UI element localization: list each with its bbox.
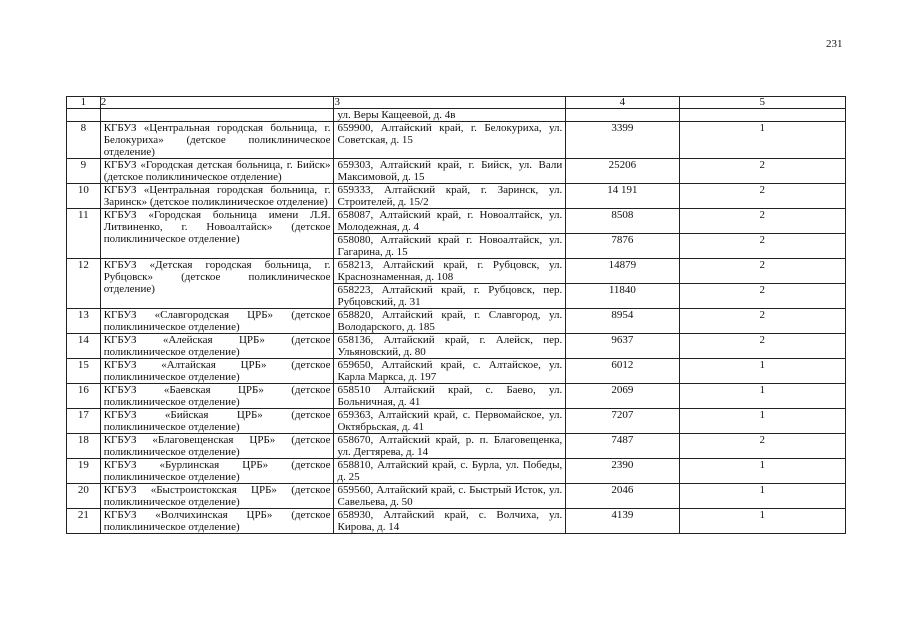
cell-category: 1 — [679, 384, 845, 409]
cell-address: 658670, Алтайский край, р. п. Благовещенка, ул. Дегтярева, д. 14 — [334, 434, 566, 459]
table-row — [67, 384, 846, 409]
cell-category: 1 — [679, 359, 845, 384]
table-row — [67, 409, 846, 434]
cell-address: ул. Веры Кащеевой, д. 4в — [334, 109, 566, 122]
cell-category: 2 — [679, 209, 845, 234]
cell-category: 2 — [679, 259, 845, 284]
cell-count: 8508 — [566, 209, 679, 234]
cell-name: КГБУЗ «Центральная городская больница, г. Белокуриха» (детское поликлиническое отделение) — [100, 122, 334, 159]
page-number: 231 — [826, 38, 843, 50]
cell-category: 2 — [679, 334, 845, 359]
cell-number: 21 — [67, 509, 101, 534]
cell-count: 14 191 — [566, 184, 679, 209]
cell-address: 658223, Алтайский край, г. Рубцовск, пер. Рубцовский, д. 31 — [334, 284, 566, 309]
cell-count: 14879 — [566, 259, 679, 284]
cell-category — [679, 109, 845, 122]
table-row — [67, 359, 846, 384]
cell-count: 25206 — [566, 159, 679, 184]
table-row — [67, 184, 846, 209]
cell-address: 658510 Алтайский край, с. Баево, ул. Больничная, д. 41 — [334, 384, 566, 409]
cell-name: КГБУЗ «Быстроистокская ЦРБ» (детское поликлиническое отделение) — [100, 484, 334, 509]
cell-count: 11840 — [566, 284, 679, 309]
cell-count: 2390 — [566, 459, 679, 484]
cell-name: КГБУЗ «Городская детская больница, г. Бийск» (детское поликлиническое отделение) — [100, 159, 334, 184]
cell-number: 8 — [67, 122, 101, 159]
table-row — [67, 209, 846, 234]
cell-name: КГБУЗ «Алейская ЦРБ» (детское поликлиническое отделение) — [100, 334, 334, 359]
cell-name: КГБУЗ «Волчихинская ЦРБ» (детское поликлиническое отделение) — [100, 509, 334, 534]
cell-number: 19 — [67, 459, 101, 484]
cell-name: КГБУЗ «Городская больница имени Л.Я. Литвиненко, г. Новоалтайск» (детское поликлиническое отделение) — [100, 209, 334, 259]
cell-name: КГБУЗ «Благовещенская ЦРБ» (детское поликлиническое отделение) — [100, 434, 334, 459]
cell-number: 20 — [67, 484, 101, 509]
cell-count: 9637 — [566, 334, 679, 359]
cell-address: 659560, Алтайский край, с. Быстрый Исток, ул. Савельева, д. 50 — [334, 484, 566, 509]
cell-name: КГБУЗ «Центральная городская больница, г. Заринск» (детское поликлиническое отделение) — [100, 184, 334, 209]
cell-category: 1 — [679, 409, 845, 434]
cell-count: 2046 — [566, 484, 679, 509]
cell-number — [67, 109, 101, 122]
cell-address: 659650, Алтайский край, с. Алтайское, ул. Карла Маркса, д. 197 — [334, 359, 566, 384]
cell-count: 8954 — [566, 309, 679, 334]
cell-name: КГБУЗ «Детская городская больница, г. Рубцовск» (детское поликлиническое отделение) — [100, 259, 334, 309]
cell-count: 3399 — [566, 122, 679, 159]
cell-address: 658820, Алтайский край, г. Славгород, ул. Володарского, д. 185 — [334, 309, 566, 334]
facilities-table — [66, 96, 846, 534]
table-row — [67, 122, 846, 159]
cell-name — [100, 109, 334, 122]
cell-address: 658810, Алтайский край, с. Бурла, ул. Победы, д. 25 — [334, 459, 566, 484]
table-body — [67, 109, 846, 534]
table-row — [67, 484, 846, 509]
cell-number: 12 — [67, 259, 101, 309]
cell-number: 11 — [67, 209, 101, 259]
table-row — [67, 334, 846, 359]
cell-category: 2 — [679, 159, 845, 184]
cell-address: 659900, Алтайский край, г. Белокуриха, ул. Советская, д. 15 — [334, 122, 566, 159]
cell-category: 2 — [679, 284, 845, 309]
cell-category: 1 — [679, 484, 845, 509]
cell-number: 16 — [67, 384, 101, 409]
cell-count — [566, 109, 679, 122]
header-cell-5: 5 — [679, 97, 845, 109]
cell-number: 18 — [67, 434, 101, 459]
cell-count: 7207 — [566, 409, 679, 434]
cell-number: 10 — [67, 184, 101, 209]
cell-number: 17 — [67, 409, 101, 434]
table-header-row — [67, 97, 846, 109]
cell-number: 13 — [67, 309, 101, 334]
header-cell-4: 4 — [566, 97, 679, 109]
cell-address: 658930, Алтайский край, с. Волчиха, ул. Кирова, д. 14 — [334, 509, 566, 534]
table-row — [67, 309, 846, 334]
cell-name: КГБУЗ «Бийская ЦРБ» (детское поликлиническое отделение) — [100, 409, 334, 434]
table-row — [67, 509, 846, 534]
cell-number: 9 — [67, 159, 101, 184]
cell-name: КГБУЗ «Славгородская ЦРБ» (детское поликлиническое отделение) — [100, 309, 334, 334]
cell-name: КГБУЗ «Баевская ЦРБ» (детское поликлиническое отделение) — [100, 384, 334, 409]
cell-count: 4139 — [566, 509, 679, 534]
cell-number: 15 — [67, 359, 101, 384]
cell-address: 658080, Алтайский край г. Новоалтайск, ул. Гагарина, д. 15 — [334, 234, 566, 259]
header-cell-3: 3 — [334, 97, 566, 109]
cell-count: 7876 — [566, 234, 679, 259]
table-row-continued — [67, 109, 846, 122]
cell-address: 659303, Алтайский край, г. Бийск, ул. Вали Максимовой, д. 15 — [334, 159, 566, 184]
cell-category: 2 — [679, 184, 845, 209]
cell-category: 2 — [679, 434, 845, 459]
header-cell-1: 1 — [67, 97, 101, 109]
cell-address: 658213, Алтайский край, г. Рубцовск, ул. Краснознаменная, д. 108 — [334, 259, 566, 284]
table-row — [67, 434, 846, 459]
cell-name: КГБУЗ «Бурлинская ЦРБ» (детское поликлиническое отделение) — [100, 459, 334, 484]
cell-category: 1 — [679, 459, 845, 484]
table-row — [67, 159, 846, 184]
table-row — [67, 259, 846, 284]
cell-name: КГБУЗ «Алтайская ЦРБ» (детское поликлиническое отделение) — [100, 359, 334, 384]
header-cell-2: 2 — [100, 97, 334, 109]
cell-category: 1 — [679, 122, 845, 159]
cell-address: 659363, Алтайский край, с. Первомайское, ул. Октябрьская, д. 41 — [334, 409, 566, 434]
cell-address: 658087, Алтайский край, г. Новоалтайск, ул. Молодежная, д. 4 — [334, 209, 566, 234]
cell-category: 2 — [679, 234, 845, 259]
cell-category: 1 — [679, 509, 845, 534]
cell-address: 658136, Алтайский край, г. Алейск, пер. Ульяновский, д. 80 — [334, 334, 566, 359]
cell-address: 659333, Алтайский край, г. Заринск, ул. Строителей, д. 15/2 — [334, 184, 566, 209]
table-row — [67, 459, 846, 484]
cell-number: 14 — [67, 334, 101, 359]
cell-count: 2069 — [566, 384, 679, 409]
cell-count: 6012 — [566, 359, 679, 384]
cell-count: 7487 — [566, 434, 679, 459]
cell-category: 2 — [679, 309, 845, 334]
